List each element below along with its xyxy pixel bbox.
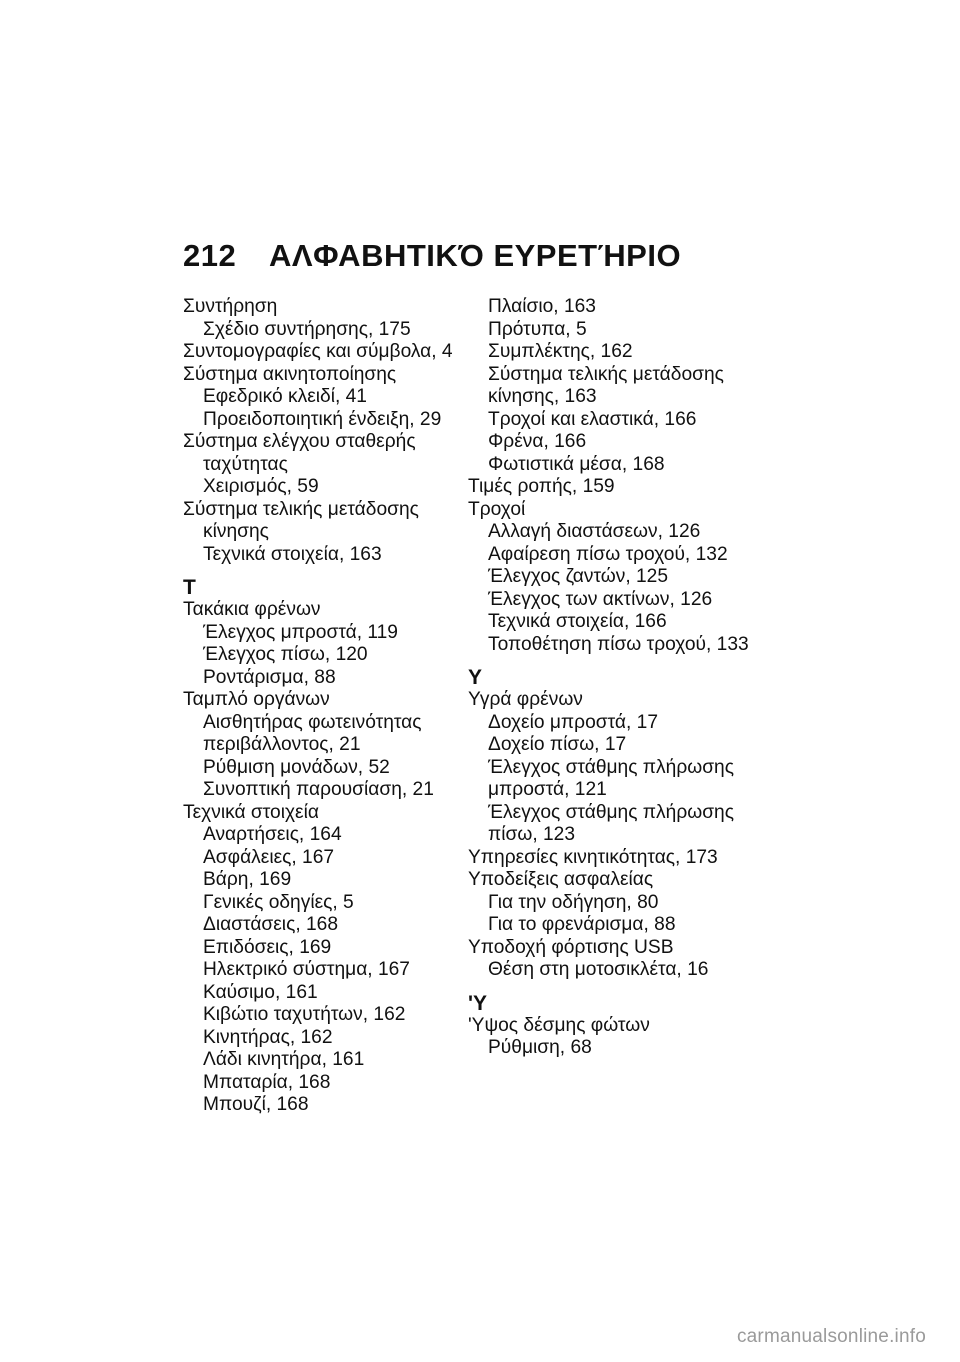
index-subentry: Σχέδιο συντήρησης, 175 [203, 318, 411, 340]
index-subentry: Έλεγχος πίσω, 120 [203, 644, 368, 665]
index-entry: 'Υψος δέσμης φώτων [468, 1014, 650, 1036]
index-subentry: Δοχείο μπροστά, 17 [488, 711, 658, 733]
index-letter-heading: Υ [468, 666, 483, 689]
index-subentry: Έλεγχος των ακτίνων, 126 [488, 588, 713, 610]
index-subentry: Έλεγχος στάθμης πλήρωσης [488, 801, 734, 823]
index-entry: Υποδοχή φόρτισης USB [468, 936, 674, 958]
index-subentry: μπροστά, 121 [488, 779, 607, 800]
index-subentry: Σύστημα τελικής μετάδοσης [488, 363, 724, 385]
index-subentry: Ρύθμιση, 68 [488, 1037, 592, 1058]
index-entry: Τροχοί [468, 498, 526, 520]
index-subentry: Ηλεκτρικό σύστημα, 167 [203, 959, 410, 980]
index-entry: Υπηρεσίες κινητικότητας, 173 [468, 846, 718, 868]
index-subentry: Θέση στη μοτοσικλέτα, 16 [488, 959, 709, 980]
index-subentry: Για το φρενάρισμα, 88 [488, 914, 676, 935]
page-header [183, 238, 783, 278]
index-entry: Σύστημα ακινητοποίησης [183, 363, 397, 385]
index-subentry: Κινητήρας, 162 [203, 1026, 333, 1048]
page-title: ΑΛΦΑΒΗΤΙΚΌ ΕΥΡΕΤΉΡΙΟ [269, 238, 682, 273]
index-letter-heading: 'Υ [468, 991, 488, 1015]
index-subentry: Εφεδρικό κλειδί, 41 [203, 386, 367, 407]
index-subentry: Επιδόσεις, 169 [203, 936, 332, 958]
index-subentry: κίνησης, 163 [488, 386, 597, 407]
index-subentry: Για την οδήγηση, 80 [488, 891, 659, 913]
index-entry: Υποδείξεις ασφαλείας [468, 869, 654, 890]
index-subentry: Φωτιστικά μέσα, 168 [488, 453, 665, 475]
index-subentry: Χειρισμός, 59 [203, 476, 319, 497]
index-subentry: Διαστάσεις, 168 [203, 914, 338, 935]
index-subentry: Ασφάλειες, 167 [203, 846, 335, 868]
index-subentry: Γενικές οδηγίες, 5 [203, 891, 354, 913]
page-number: 212 [183, 238, 237, 273]
index-subentry: πίσω, 123 [488, 824, 575, 845]
index-subentry: Καύσιμο, 161 [203, 981, 318, 1003]
index-entry: Συντήρηση [183, 296, 278, 317]
index-entry: Συντομογραφίες και σύμβολα, 4 [183, 341, 453, 362]
index-subentry: Αναρτήσεις, 164 [203, 824, 342, 845]
index-entry: Τεχνικά στοιχεία [183, 801, 319, 823]
watermark: carmanualsonline.info [736, 1326, 926, 1347]
index-subentry: Αισθητήρας φωτεινότητας [203, 711, 422, 733]
index-subentry: Μπαταρία, 168 [203, 1071, 331, 1093]
index-column-left [183, 296, 473, 1117]
index-subentry: Ρύθμιση μονάδων, 52 [203, 756, 390, 778]
index-subentry: Προειδοποιητική ένδειξη, 29 [203, 408, 442, 430]
index-subentry: Έλεγχος ζαντών, 125 [488, 566, 669, 587]
index-subentry: Βάρη, 169 [203, 869, 292, 890]
index-entry: Τακάκια φρένων [183, 599, 321, 620]
index-subentry: Κιβώτιο ταχυτήτων, 162 [203, 1004, 406, 1025]
index-subentry: Αλλαγή διαστάσεων, 126 [488, 521, 701, 542]
index-entry: Σύστημα ελέγχου σταθερής [183, 431, 416, 452]
index-entry: Υγρά φρένων [468, 689, 583, 710]
index-entry: Τιμές ροπής, 159 [468, 476, 615, 497]
index-subentry: Μπουζί, 168 [203, 1094, 309, 1115]
index-subentry: Αφαίρεση πίσω τροχού, 132 [488, 543, 728, 565]
index-subentry: Φρένα, 166 [488, 431, 587, 452]
index-subentry: Έλεγχος μπροστά, 119 [203, 621, 398, 643]
index-subentry: Πρότυπα, 5 [488, 318, 587, 340]
index-subentry: Τεχνικά στοιχεία, 166 [488, 611, 667, 632]
index-subentry: Συμπλέκτης, 162 [488, 341, 633, 362]
index-subentry: Πλαίσιο, 163 [488, 296, 596, 317]
index-subentry: περιβάλλοντος, 21 [203, 734, 361, 755]
index-subentry: ταχύτητας [203, 453, 288, 475]
index-subentry: Έλεγχος στάθμης πλήρωσης [488, 756, 734, 778]
index-subentry: Συνοπτική παρουσίαση, 21 [203, 779, 434, 800]
index-subentry: Τοποθέτηση πίσω τροχού, 133 [488, 633, 749, 655]
index-entry: Σύστημα τελικής μετάδοσης [183, 498, 419, 520]
index-entry: Ταμπλό οργάνων [183, 689, 330, 710]
index-subentry: Ροντάρισμα, 88 [203, 666, 336, 688]
index-letter-heading: Τ [183, 576, 196, 599]
index-subentry: Τεχνικά στοιχεία, 163 [203, 543, 382, 565]
index-subentry: κίνησης [203, 521, 269, 542]
index-subentry: Λάδι κινητήρα, 161 [203, 1049, 365, 1070]
index-subentry: Τροχοί και ελαστικά, 166 [488, 408, 697, 430]
index-column-right [468, 296, 758, 1060]
index-subentry: Δοχείο πίσω, 17 [488, 734, 627, 755]
